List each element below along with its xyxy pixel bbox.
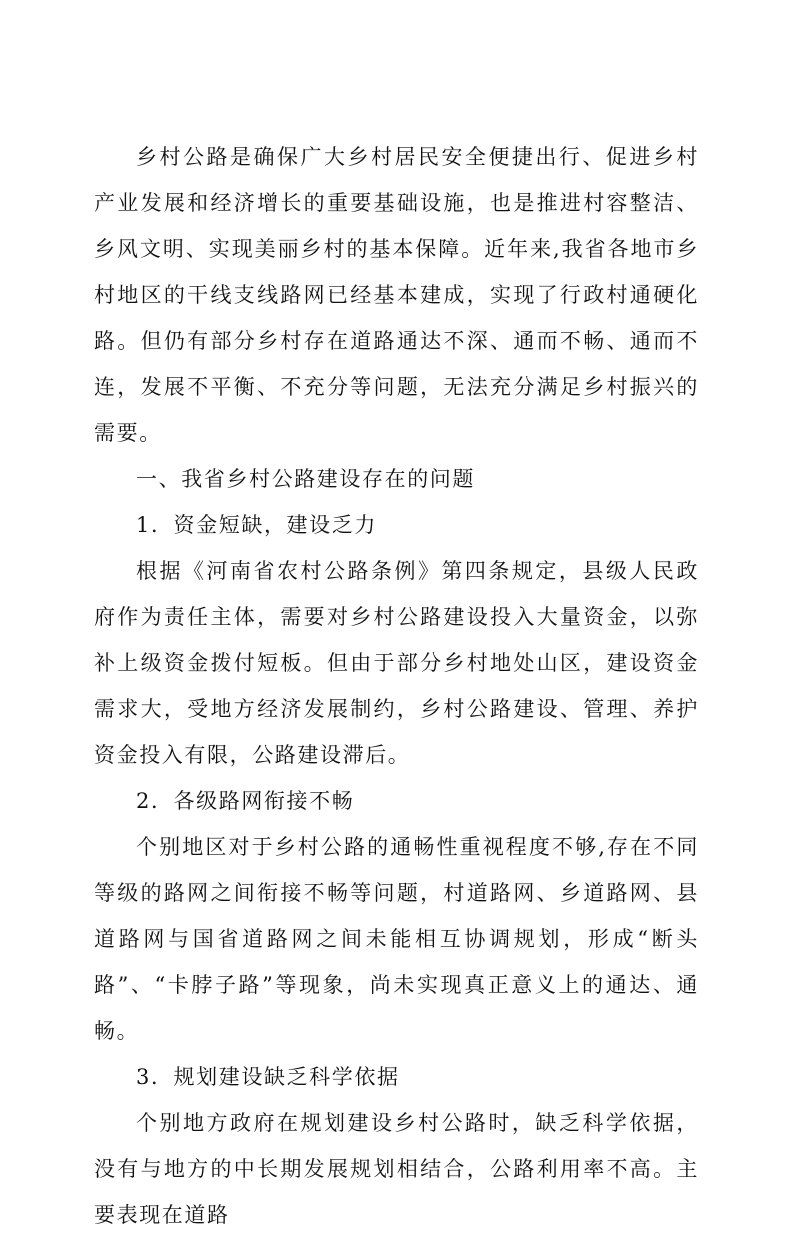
intro-paragraph: 乡村公路是确保广大乡村居民安全便捷出行、促进乡村产业发展和经济增长的重要基础设施，也是推进村容整洁、乡风文明、实现美丽乡村的基本保障。近年来,我省各地市乡村地区的干线支线路网已经基本建成，实现了行政村通硬化路。但仍有部分乡村存在道路通达不深、通而不畅、通而不连，发展不平衡、不充分等问题，无法充分满足乡村振兴的需要。 [94,145,699,445]
subheading-2: 2．各级路网衔接不畅 [136,789,355,813]
paragraph-3: 个别地方政府在规划建设乡村公路时，缺乏科学依据，没有与地方的中长期发展规划相结合，公路利用率不高。主要表现在道路 [94,1111,699,1227]
subheading-3: 3．规划建设缺乏科学依据 [136,1065,400,1089]
paragraph-2: 个别地区对于乡村公路的通畅性重视程度不够,存在不同等级的路网之间衔接不畅等问题，村道路网、乡道路网、县道路网与国省道路网之间未能相互协调规划，形成“断头路”、“卡脖子路”等现象，尚未实现真正意义上的通达、通畅。 [94,835,699,1043]
subheading-1: 1．资金短缺，建设乏力 [136,513,377,537]
section-heading: 一、我省乡村公路建设存在的问题 [136,467,475,491]
paragraph-1: 根据《河南省农村公路条例》第四条规定，县级人民政府作为责任主体，需要对乡村公路建设投入大量资金，以弥补上级资金拨付短板。但由于部分乡村地处山区，建设资金需求大，受地方经济发展制约，乡村公路建设、管理、养护资金投入有限，公路建设滞后。 [94,559,699,767]
